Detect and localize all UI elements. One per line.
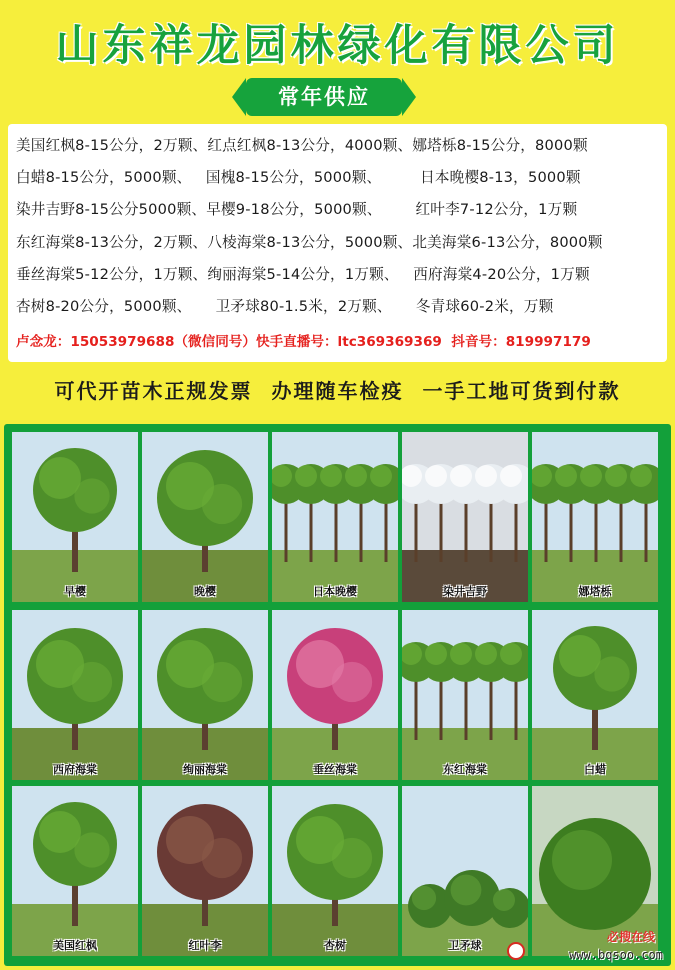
contact-info: 卢念龙：15053979688（微信同号）快手直播号：ltc369369369 抖音号：819997179 — [16, 334, 591, 350]
watermark-url: www.bqsoo.com — [569, 948, 663, 962]
tree-photo-label: 垂丝海棠 — [313, 763, 357, 776]
stock-line: 垂丝海棠5-12公分，1万颗、绚丽海棠5-14公分，1万颗、 西府海棠4-20公分，1万颗 — [16, 266, 590, 283]
tree-photo — [12, 786, 138, 956]
tree-photo — [532, 432, 658, 602]
stock-line: 染井吉野8-15公分5000颗、早樱9-18公分，5000颗、 红叶李7-12公分，1万颗 — [16, 201, 578, 218]
title-band — [8, 6, 667, 72]
photo-gallery — [4, 424, 671, 966]
stock-line: 白蜡8-15公分，5000颗、 国槐8-15公分，5000颗、 日本晚樱8-13，5000颗 — [16, 169, 581, 186]
tree-photo — [532, 610, 658, 780]
tree-image — [532, 610, 658, 780]
watermark-brand: 必搜在线 — [606, 930, 655, 944]
tree-image — [402, 432, 528, 602]
watermark — [503, 928, 663, 962]
stock-line: 美国红枫8-15公分，2万颗、红点红枫8-13公分，4000颗、娜塔栎8-15公分，8000颗 — [16, 137, 588, 154]
tree-photo — [12, 610, 138, 780]
company-title: 山东祥龙园林绿化有限公司 — [55, 21, 620, 71]
tree-photo-label: 卫矛球 — [448, 939, 482, 952]
tree-photo-label: 绚丽海棠 — [183, 763, 227, 776]
tree-photo-label: 美国红枫 — [53, 939, 97, 952]
tree-photo — [142, 786, 268, 956]
tree-photo — [272, 432, 398, 602]
tree-image — [272, 432, 398, 602]
tree-image — [142, 786, 268, 956]
tree-image — [12, 786, 138, 956]
services-banner: 可代开苗木正规发票 办理随车检疫 一手工地可货到付款 — [54, 379, 621, 403]
tree-photo-label: 白蜡 — [584, 763, 606, 776]
tree-image — [12, 610, 138, 780]
tree-photo — [402, 432, 528, 602]
tree-photo-label: 日本晚樱 — [313, 585, 357, 598]
tree-image — [272, 786, 398, 956]
tree-photo-label: 东红海棠 — [443, 763, 487, 776]
stock-line: 东红海棠8-13公分，2万颗、八棱海棠8-13公分，5000颗、北美海棠6-13公分，8000颗 — [16, 234, 603, 251]
tree-photo-label: 杏树 — [324, 939, 346, 952]
tree-photo-label: 早樱 — [64, 585, 86, 598]
tree-photo-label: 染井吉野 — [443, 585, 487, 598]
tree-photo-label: 西府海棠 — [53, 763, 97, 776]
tree-image — [532, 432, 658, 602]
tree-image — [142, 610, 268, 780]
tree-photo — [142, 610, 268, 780]
tree-photo-label: 晚樱 — [194, 585, 216, 598]
tree-image — [402, 610, 528, 780]
supply-badge: 常年供应 — [246, 78, 402, 116]
tree-photo — [142, 432, 268, 602]
tree-image — [12, 432, 138, 602]
tree-photo — [272, 786, 398, 956]
tree-photo-label: 娜塔栎 — [578, 585, 612, 598]
tree-image — [142, 432, 268, 602]
tree-photo — [402, 610, 528, 780]
tree-image — [272, 610, 398, 780]
stock-line: 杏树8-20公分，5000颗、 卫矛球80-1.5米，2万颗、 冬青球60-2米，万颗 — [16, 298, 554, 315]
tree-photo — [272, 610, 398, 780]
tree-photo — [12, 432, 138, 602]
tree-photo-label: 红叶李 — [188, 939, 222, 952]
stock-list — [8, 124, 667, 362]
watermark-logo-icon — [507, 942, 525, 960]
